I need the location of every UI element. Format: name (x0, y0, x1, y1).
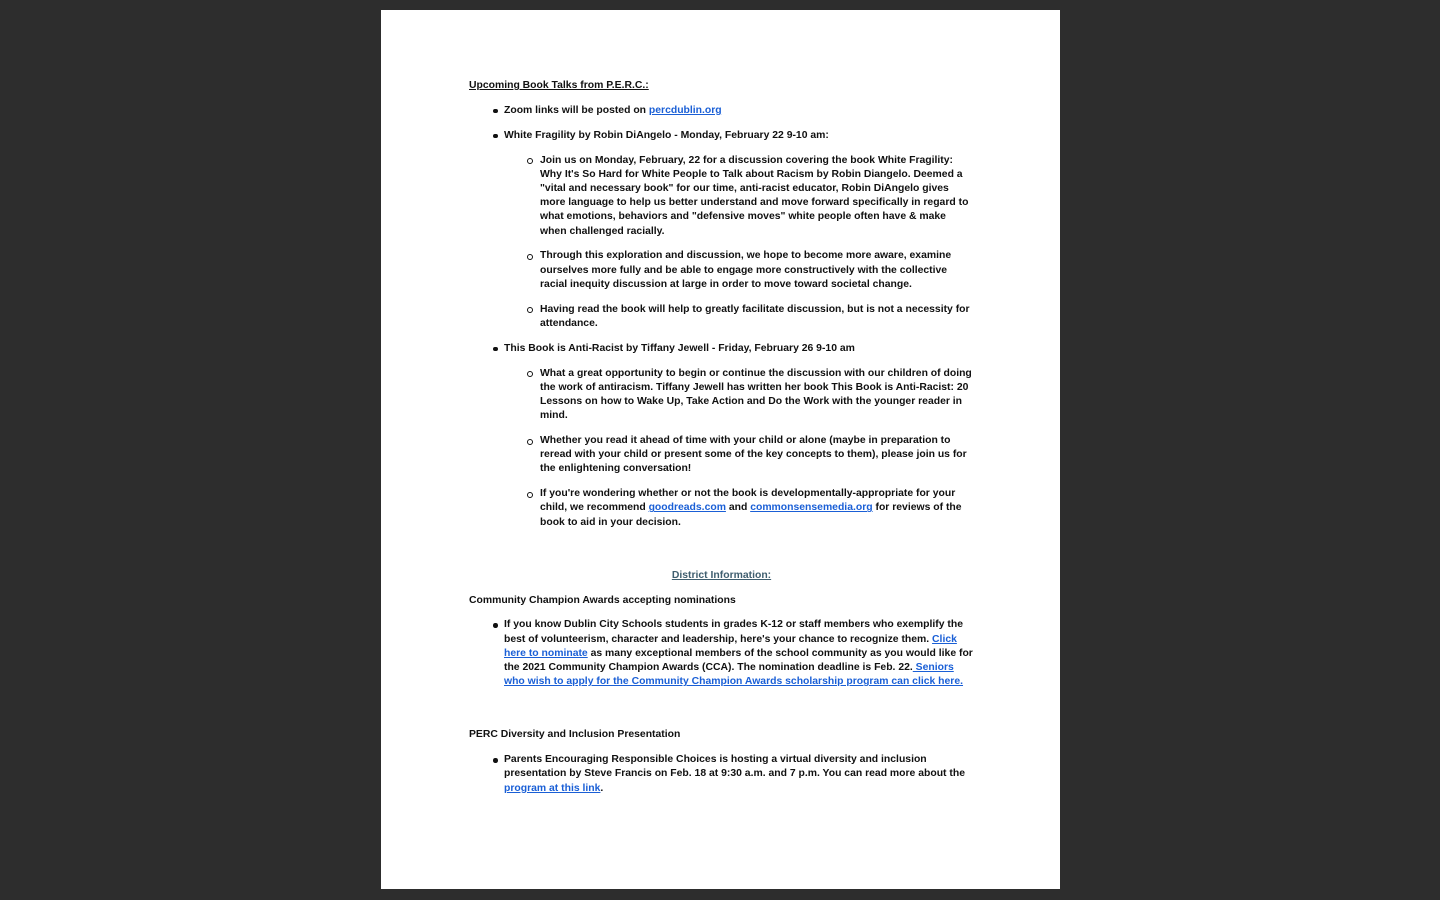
cca-list (469, 618, 974, 689)
goodreads-link[interactable]: goodreads.com (648, 502, 726, 514)
perc-title: PERC Diversity and Inclusion Presentation (469, 729, 681, 741)
cca-title: Community Champion Awards accepting nominations (469, 594, 736, 606)
talk1-paragraph-3: Having read the book will help to greatly facilitate discussion, but is not a necessity for attendance. (469, 303, 974, 331)
perc-item: Parents Encouraging Responsible Choices is hosting a virtual diversity and inclusion presentation by Steve Francis on Feb. 18 at 9:30 a.m. and 7 p.m. You can read more about the program at this link. (469, 753, 974, 796)
document-content (469, 79, 974, 796)
book-talks-heading: Upcoming Book Talks from P.E.R.C.: (469, 80, 649, 91)
document-page (381, 10, 1060, 889)
percdublin-link[interactable]: percdublin.org (648, 104, 722, 116)
talk-anti-racist: This Book is Anti-Racist by Tiffany Jewell - Friday, February 26 9-10 am (469, 342, 974, 356)
nominate-link[interactable]: Click here to nominate (504, 633, 957, 659)
talk2-paragraph-2: Whether you read it ahead of time with your child or alone (maybe in preparation to reread with your child or present some of the key concepts to them), please join us for the enlightening conversation! (469, 434, 974, 477)
perc-list (469, 753, 974, 796)
cca-item: If you know Dublin City Schools students in grades K-12 or staff members who exemplify the best of volunteerism, character and leadership, here's your chance to recognize them. Click here to nominate as many exceptional members of the school community as you would like for the 2021 Community Champion Awards (CCA). The nomination deadline is Feb. 22. Seniors who wish to apply for the Community Champion Awards scholarship program can click here. (469, 618, 974, 689)
district-info-heading: District Information: (671, 569, 772, 581)
talk1-paragraph-1: Join us on Monday, February, 22 for a discussion covering the book White Fragility: Why It's So Hard for White People to Talk about Racism by Robin Diangelo. Deemed a "vital and necessary book" for our time, anti-racist educator, Robin DiAngelo gives more language to help us better understand and move forward specifically in regard to what emotions, behaviors and "defensive moves" white people often have & make when challenged racially. (469, 154, 974, 239)
zoom-links-item: Zoom links will be posted on percdublin.org (469, 104, 974, 118)
talk2-paragraph-3: If you're wondering whether or not the book is developmentally-appropriate for your child, we recommend goodreads.com and commonsensemedia.org for reviews of the book to aid in your decision. (469, 487, 974, 530)
talk2-paragraph-1: What a great opportunity to begin or continue the discussion with our children of doing the work of antiracism. Tiffany Jewell has written her book This Book is Anti-Racist: 20 Lessons on how to Wake Up, Take Action and Do the Work with the younger reader in mind. (469, 367, 974, 424)
program-link[interactable]: program at this link (504, 782, 601, 794)
book-talks-list (469, 104, 974, 530)
talk-white-fragility: White Fragility by Robin DiAngelo - Monday, February 22 9-10 am: (469, 129, 974, 143)
talk1-paragraph-2: Through this exploration and discussion, we hope to become more aware, examine ourselves more fully and be able to engage more constructively with the collective racial inequity discussion at large in order to move toward societal change. (469, 249, 974, 292)
scholarship-link[interactable]: Seniors who wish to apply for the Community Champion Awards scholarship program can click here. (504, 662, 964, 688)
commonsensemedia-link[interactable]: commonsensemedia.org (750, 502, 873, 514)
